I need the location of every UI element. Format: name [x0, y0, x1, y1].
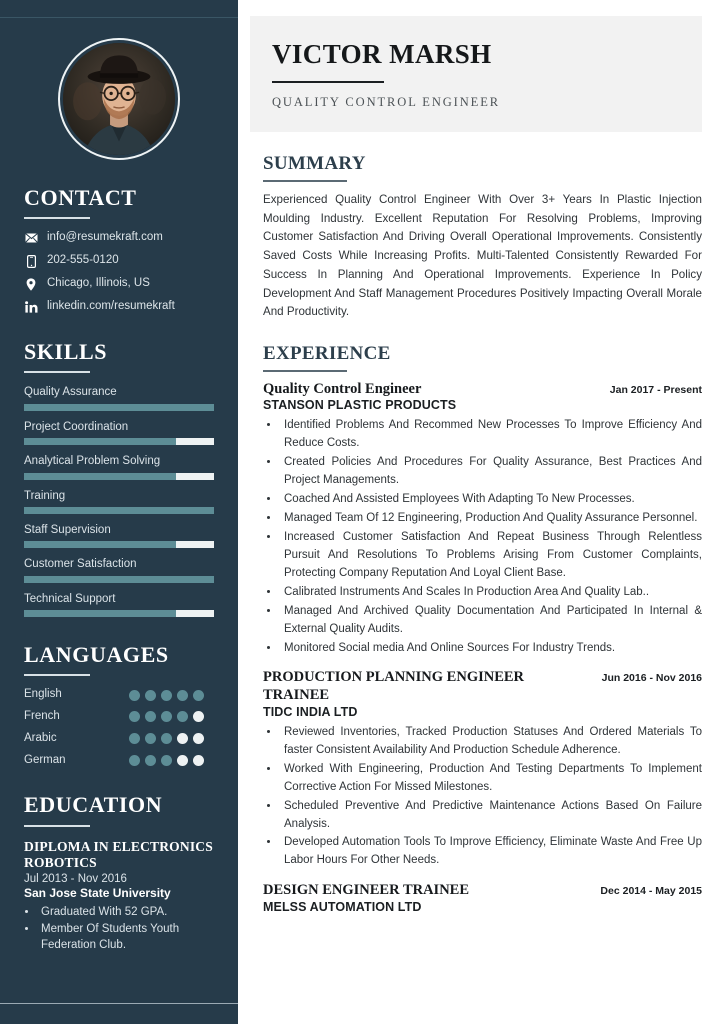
summary-text: Experienced Quality Control Engineer With Over 3+ Years In Plastic Injection Moulding Industry. Excellent Reputation For Resolving Problems, Improving Customer Satisfaction And Driving Overall Operational Improvements. Consistently Saved Costs While Increasing Profits. Multi-Talented Consistently Rewarded For Success In Planning And Operational Improvements. Experience In Policy Development And Staff Management Procedures Positively Impacting Overall Morale And Productivity.	[263, 192, 702, 319]
education-section	[24, 793, 214, 954]
skills-section	[24, 340, 214, 617]
language-item	[24, 732, 214, 746]
language-label: French	[24, 709, 60, 722]
education-bullet: • Graduated With 52 GPA.	[38, 905, 214, 921]
skill-item	[24, 489, 214, 514]
experience-section	[263, 344, 702, 914]
job-role-subtitle: QUALITY CONTROL ENGINEER	[272, 95, 500, 110]
experience-item	[263, 882, 702, 914]
skill-label: Customer Satisfaction	[24, 558, 137, 571]
experience-bullet: • Increased Customer Satisfaction And Repeat Business Through Relentless Pursuit And Resolutions To Problems Arising From Customer Complaints, Protecting Company Reputation And Loyal Client Base.	[280, 529, 702, 583]
language-level-dot	[129, 690, 140, 701]
experience-bullet: • Worked With Engineering, Production And Testing Departments To Implement Corrective Action For Missed Milestones.	[280, 761, 702, 797]
experience-bullet: • Created Policies And Procedures For Quality Assurance, Best Practices And Project Managements.	[280, 454, 702, 490]
experience-heading: EXPERIENCE	[263, 343, 391, 365]
skill-bar-track	[24, 438, 214, 445]
experience-item-header	[263, 381, 702, 399]
language-level-dot	[193, 690, 204, 701]
experience-item-header	[263, 882, 702, 900]
contact-linkedin-text: linkedin.com/resumekraft	[47, 300, 175, 313]
skill-item	[24, 420, 214, 445]
experience-job-title: Quality Control Engineer	[263, 380, 422, 397]
language-level-dot	[177, 690, 188, 701]
summary-section	[263, 154, 702, 322]
experience-heading-rule	[263, 370, 347, 372]
language-level-dots	[129, 755, 204, 766]
experience-bullet: • Developed Automation Tools To Improve Efficiency, Eliminate Waste And Free Up Labor Hours For Other Needs.	[280, 834, 702, 870]
skill-item	[24, 454, 214, 479]
contact-item-location[interactable]	[24, 277, 214, 291]
skill-label: Analytical Problem Solving	[24, 455, 161, 468]
experience-job-date: Jan 2017 - Present	[609, 383, 702, 396]
experience-bullets	[280, 724, 702, 871]
experience-bullet: • Reviewed Inventories, Tracked Production Statuses And Ordered Materials To faster Consistent Availability And Production Schedule Adherence.	[280, 724, 702, 760]
skill-bar-track	[24, 404, 214, 411]
skills-list	[24, 385, 214, 617]
experience-item	[263, 381, 702, 658]
language-level-dot	[193, 755, 204, 766]
language-level-dot	[145, 711, 156, 722]
language-level-dot	[145, 733, 156, 744]
experience-bullet: • Calibrated Instruments And Scales In Production Area And Quality Lab..	[280, 584, 702, 602]
experience-bullet: • Managed And Archived Quality Documentation And Participated In Internal & External Quality Audits.	[280, 603, 702, 639]
experience-item-header	[263, 669, 702, 704]
language-level-dots	[129, 711, 204, 722]
skill-item	[24, 523, 214, 548]
language-level-dot	[145, 690, 156, 701]
skill-bar-fill	[24, 576, 214, 583]
skill-label: Quality Assurance	[24, 386, 117, 399]
skill-item	[24, 557, 214, 582]
languages-list	[24, 688, 214, 767]
skill-bar-fill	[24, 541, 176, 548]
language-label: German	[24, 753, 66, 766]
avatar	[58, 38, 180, 160]
skill-bar-fill	[24, 438, 176, 445]
skill-bar-fill	[24, 473, 176, 480]
skills-heading: SKILLS	[24, 339, 108, 365]
experience-bullet: • Scheduled Preventive And Predictive Maintenance Actions Based On Failure Analysis.	[280, 798, 702, 834]
skill-bar-track	[24, 473, 214, 480]
language-item	[24, 688, 214, 702]
language-level-dot	[193, 733, 204, 744]
experience-list	[263, 381, 702, 914]
education-school: San Jose State University	[24, 886, 171, 901]
main-body	[238, 154, 724, 914]
skill-bar-fill	[24, 404, 214, 411]
skill-bar-fill	[24, 610, 176, 617]
experience-company: TIDC INDIA LTD	[263, 704, 358, 719]
skill-item	[24, 592, 214, 617]
skill-bar-track	[24, 507, 214, 514]
experience-job-date: Dec 2014 - May 2015	[600, 885, 702, 898]
envelope-icon	[24, 231, 38, 245]
skill-label: Project Coordination	[24, 420, 129, 433]
contact-item-phone[interactable]	[24, 254, 214, 268]
education-heading: EDUCATION	[24, 792, 163, 818]
experience-company: MELSS AUTOMATION LTD	[263, 900, 422, 915]
language-level-dot	[145, 755, 156, 766]
skills-heading-rule	[24, 371, 90, 373]
contact-heading: CONTACT	[24, 185, 137, 210]
education-dates: Jul 2013 - Nov 2016	[24, 873, 127, 886]
location-pin-icon	[24, 277, 38, 291]
language-level-dot	[129, 711, 140, 722]
education-heading-rule	[24, 825, 90, 827]
language-level-dots	[129, 690, 204, 701]
language-level-dots	[129, 733, 204, 744]
language-level-dot	[129, 755, 140, 766]
page-title: VICTOR MARSH	[272, 39, 492, 69]
summary-heading: SUMMARY	[263, 153, 366, 175]
sidebar	[0, 0, 238, 1024]
education-bullets	[38, 905, 214, 954]
language-level-dot	[177, 711, 188, 722]
education-bullet: • Member Of Students Youth Federation Club.	[38, 922, 214, 954]
skill-label: Technical Support	[24, 592, 116, 605]
experience-bullets	[280, 417, 702, 657]
contact-heading-rule	[24, 217, 90, 219]
language-label: English	[24, 688, 62, 701]
skill-bar-track	[24, 610, 214, 617]
education-item	[24, 839, 214, 954]
experience-job-title: PRODUCTION PLANNING ENGINEER TRAINEE	[263, 669, 525, 704]
language-level-dot	[161, 755, 172, 766]
phone-icon	[24, 254, 38, 268]
contact-location-text: Chicago, Illinois, US	[47, 277, 150, 290]
name-underline	[272, 81, 384, 83]
language-item	[24, 754, 214, 768]
experience-bullet: • Managed Team Of 12 Engineering, Production And Quality Assurance Personnel.	[280, 510, 702, 528]
summary-heading-rule	[263, 180, 347, 182]
contact-phone-text: 202-555-0120	[47, 254, 119, 267]
experience-bullet: • Coached And Assisted Employees With Adapting To New Processes.	[280, 491, 702, 509]
languages-heading: LANGUAGES	[24, 642, 169, 667]
languages-heading-rule	[24, 674, 90, 676]
language-label: Arabic	[24, 731, 57, 744]
linkedin-icon	[24, 300, 38, 314]
skill-item	[24, 385, 214, 410]
experience-bullet: • Monitored Social media And Online Sources For Industry Trends.	[280, 640, 702, 658]
name-header-panel	[250, 16, 702, 132]
skill-bar-track	[24, 576, 214, 583]
contact-item-linkedin[interactable]	[24, 300, 214, 314]
skill-bar-fill	[24, 507, 214, 514]
skill-label: Staff Supervision	[24, 523, 111, 536]
language-level-dot	[177, 733, 188, 744]
skill-bar-track	[24, 541, 214, 548]
language-level-dot	[161, 690, 172, 701]
main-content	[238, 0, 724, 1024]
language-level-dot	[161, 733, 172, 744]
education-list	[24, 839, 214, 954]
experience-company: STANSON PLASTIC PRODUCTS	[263, 398, 457, 413]
education-degree: DIPLOMA IN ELECTRONICS ROBOTICS	[24, 838, 213, 871]
language-level-dot	[161, 711, 172, 722]
experience-job-date: Jun 2016 - Nov 2016	[601, 672, 702, 685]
profile-photo	[63, 43, 175, 155]
contact-list	[24, 231, 214, 314]
contact-section	[24, 186, 214, 314]
experience-bullet: • Identified Problems And Recommed New Processes To Improve Efficiency And Reduce Costs.	[280, 417, 702, 453]
experience-item	[263, 669, 702, 870]
language-level-dot	[129, 733, 140, 744]
language-level-dot	[193, 711, 204, 722]
sidebar-top-divider	[0, 17, 238, 18]
languages-section	[24, 643, 214, 767]
experience-job-title: DESIGN ENGINEER TRAINEE	[263, 882, 470, 899]
sidebar-bottom-divider	[0, 1003, 238, 1004]
skill-label: Training	[24, 489, 66, 502]
contact-item-email[interactable]	[24, 231, 214, 245]
language-level-dot	[177, 755, 188, 766]
contact-email-text: info@resumekraft.com	[47, 231, 163, 244]
language-item	[24, 710, 214, 724]
